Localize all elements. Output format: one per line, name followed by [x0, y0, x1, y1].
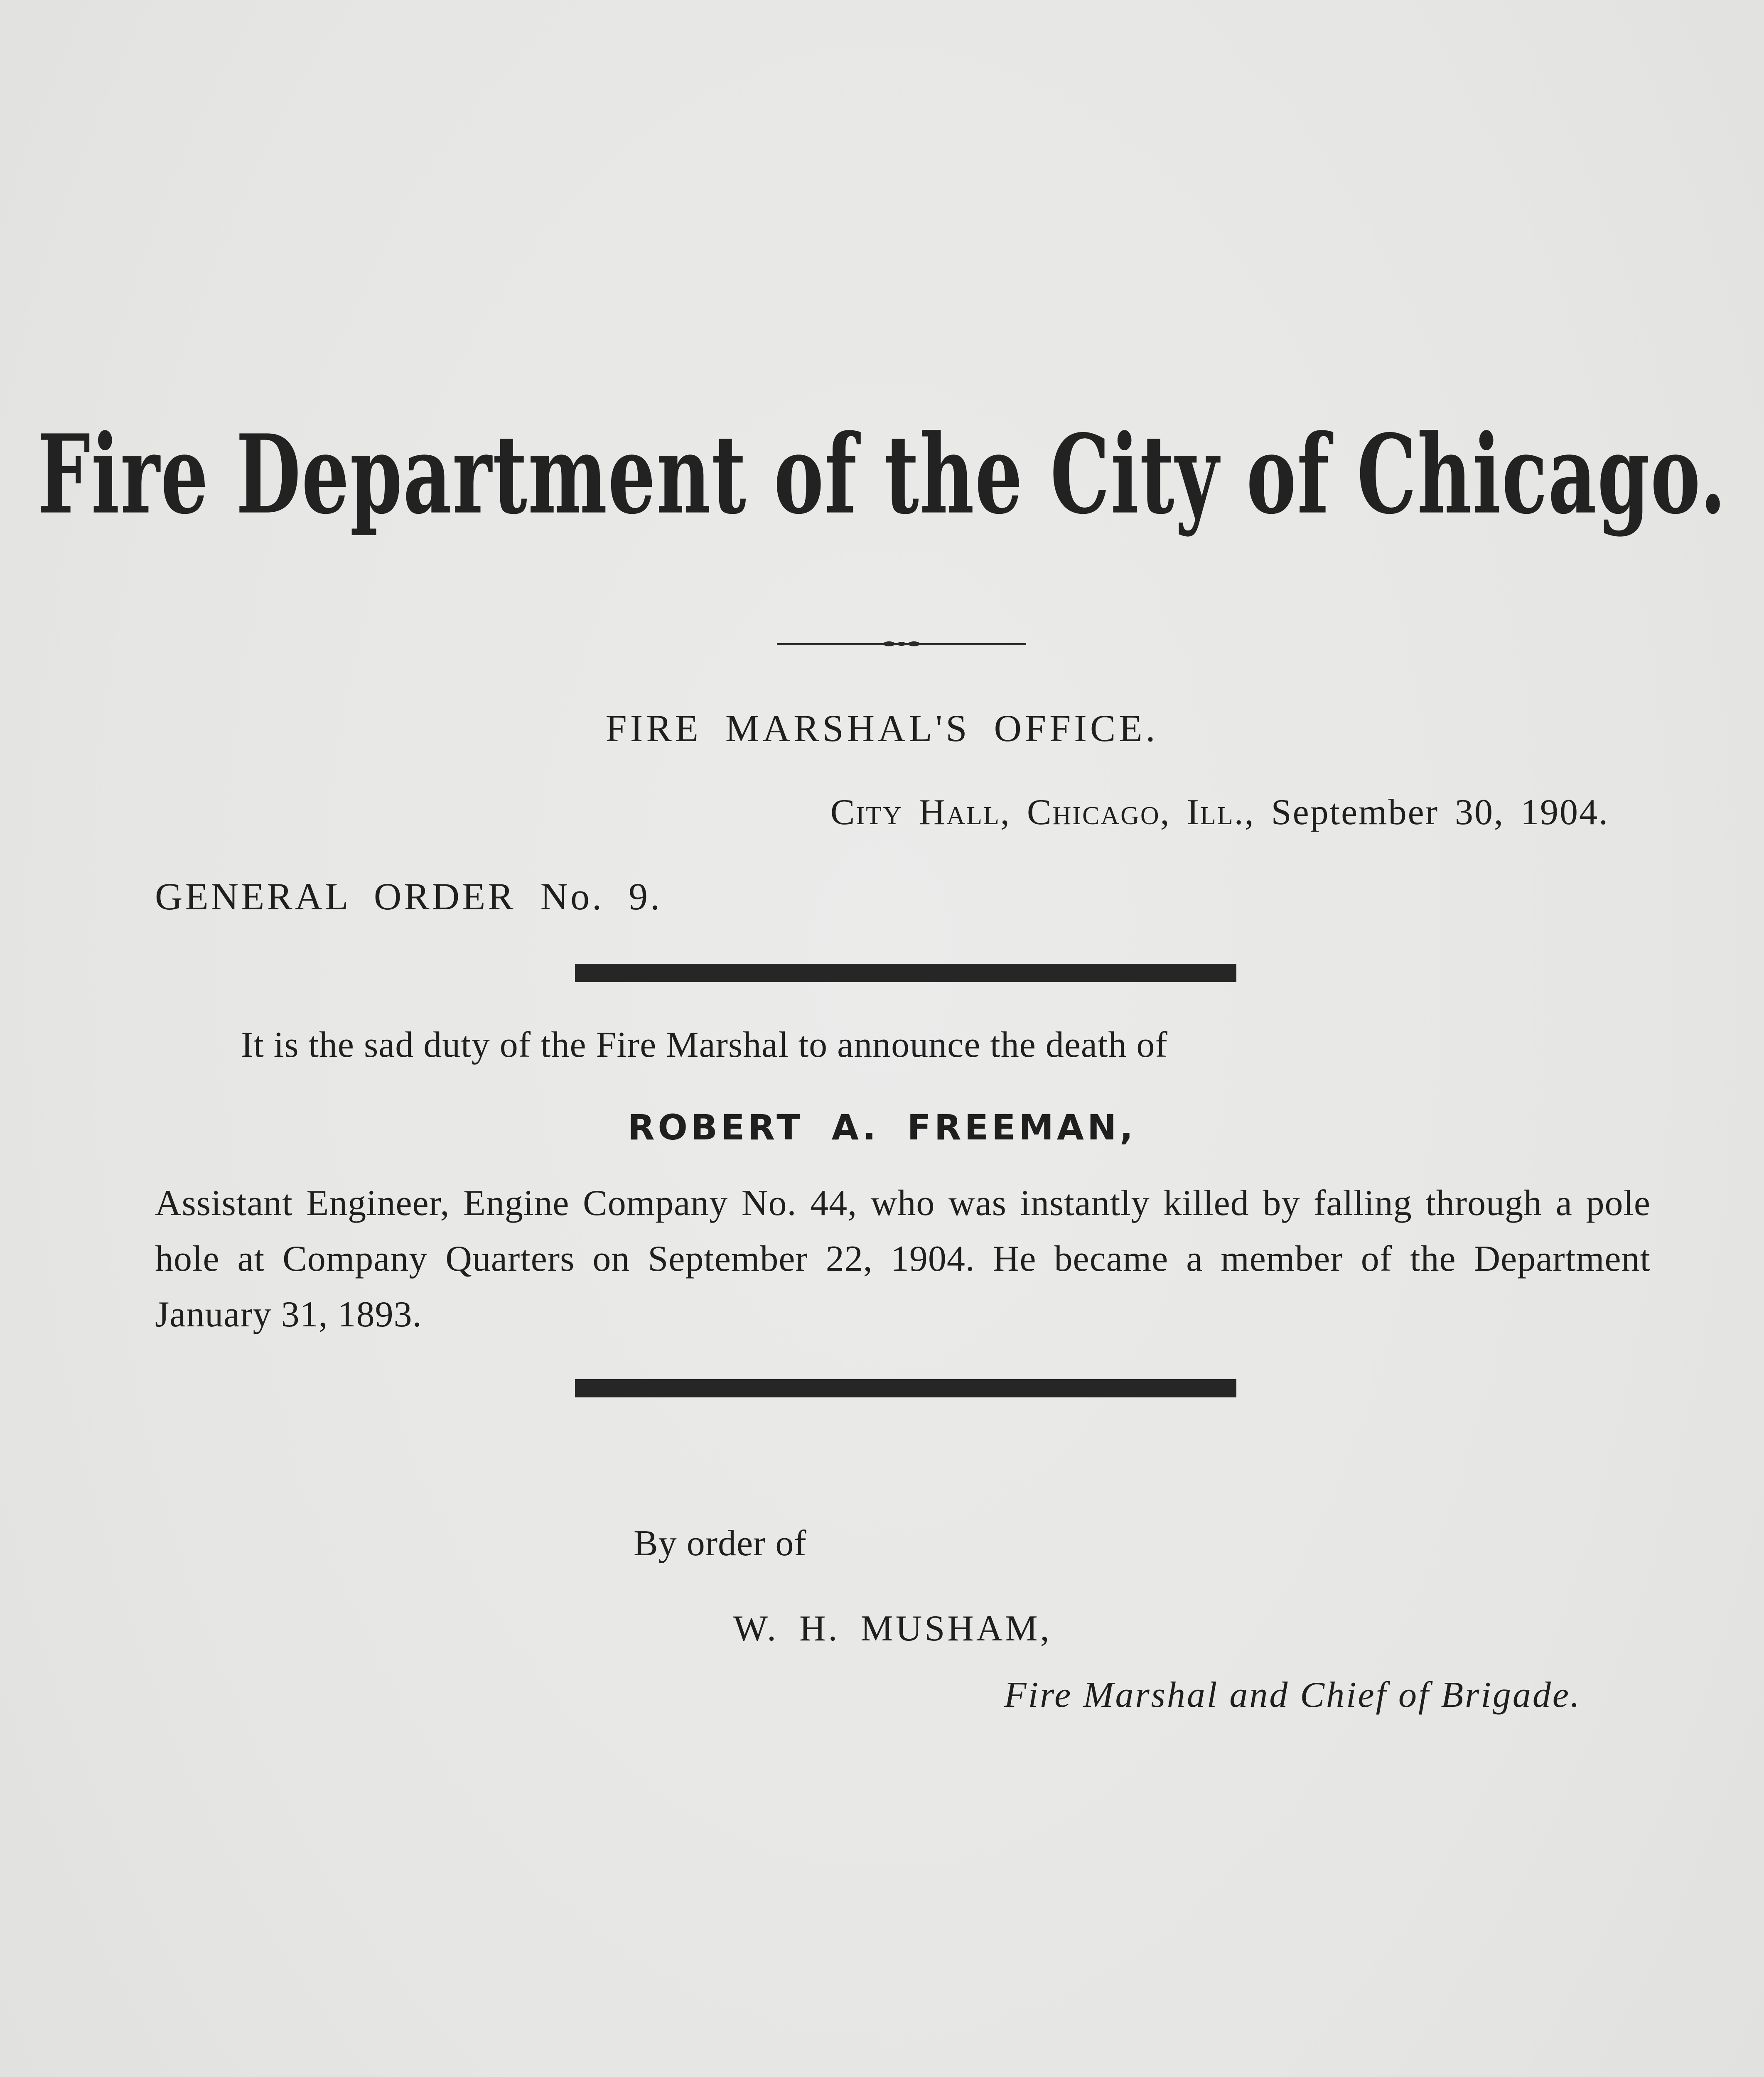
- deceased-name: ROBERT A. FREEMAN,: [627, 1107, 1137, 1148]
- dateline-place: City Hall, Chicago, Ill.,: [830, 792, 1255, 832]
- announcement-intro: It is the sad duty of the Fire Marshal to announce the death of: [241, 1025, 1168, 1065]
- announcement-body: Assistant Engineer, Engine Company No. 44, who was instantly killed by falling through a pole hole at Company Quarters on September 22, 1904. He became a member of the Department January 31, 1893.: [155, 1183, 1651, 1335]
- ornament-divider-icon: [777, 640, 1026, 648]
- signer-title: Fire Marshal and Chief of Brigade.: [1004, 1675, 1581, 1715]
- office-heading: FIRE MARSHAL'S OFFICE.: [605, 707, 1159, 749]
- by-order-of: By order of: [634, 1523, 807, 1564]
- bottom-rule-divider: [575, 1379, 1236, 1397]
- general-order-number: GENERAL ORDER No. 9.: [155, 875, 663, 918]
- dateline: [830, 791, 1609, 833]
- letterhead-title: Fire Department of the City of Chicago.: [37, 411, 1727, 538]
- dateline-date: September 30, 1904.: [1271, 792, 1609, 832]
- top-rule-divider: [575, 964, 1236, 982]
- signer-name: W. H. MUSHAM,: [733, 1608, 1052, 1649]
